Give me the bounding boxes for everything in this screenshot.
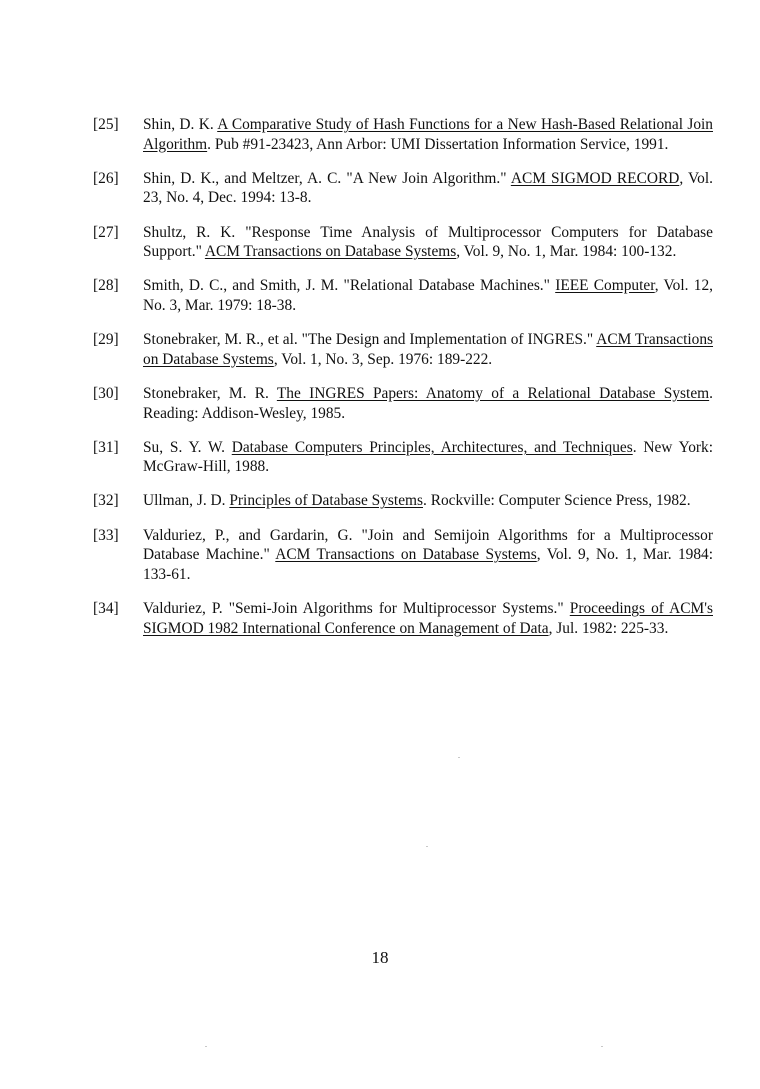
- reference-segment: Su, S. Y. W.: [143, 438, 232, 456]
- reference-title: Principles of Database Systems: [229, 492, 423, 510]
- reference-segment: Smith, D. C., and Smith, J. M. "Relational Database Machines.": [143, 277, 556, 295]
- reference-title: IEEE Computer: [555, 277, 655, 295]
- reference-number: [25]: [93, 116, 119, 133]
- reference-text: [143, 276, 713, 315]
- reference-item: [93, 276, 713, 315]
- reference-title: ACM Transactions on Database Systems: [143, 331, 714, 368]
- reference-segment: Shin, D. K.: [143, 116, 218, 133]
- reference-item: [93, 169, 713, 208]
- reference-segment: , Jul. 1982: 225-33.: [548, 619, 669, 637]
- reference-item: [93, 330, 713, 369]
- reference-number: [32]: [93, 492, 119, 510]
- reference-title: Database Computers Principles, Architectures, and Techniques: [231, 438, 633, 456]
- reference-number: [31]: [93, 438, 119, 456]
- reference-item: [93, 384, 713, 423]
- reference-number: [27]: [93, 223, 119, 241]
- reference-item: [93, 438, 713, 477]
- reference-number: [28]: [93, 277, 119, 295]
- reference-text: [143, 115, 713, 154]
- reference-item: [93, 223, 713, 262]
- reference-segment: Shin, D. K., and Meltzer, A. C. "A New Join Algorithm.": [143, 169, 511, 187]
- reference-text: [143, 438, 713, 477]
- reference-text: [143, 169, 713, 208]
- reference-title: ACM Transactions on Database Systems: [275, 546, 537, 564]
- reference-segment: , Vol. 12, No. 3, Mar. 1979: 18-38.: [143, 277, 713, 314]
- reference-number: [33]: [93, 526, 119, 544]
- reference-segment: Ullman, J. D.: [143, 492, 230, 510]
- reference-segment: . Reading: Addison-Wesley, 1985.: [143, 384, 713, 422]
- reference-segment: , Vol. 1, No. 3, Sep. 1976: 189-222.: [273, 350, 493, 368]
- reference-number: [29]: [93, 331, 119, 349]
- reference-title: ACM Transactions on Database Systems: [204, 243, 457, 261]
- reference-title: The INGRES Papers: Anatomy of a Relational Database System: [276, 384, 710, 402]
- reference-segment: Stonebraker, M. R.: [143, 384, 277, 402]
- reference-segment: Valduriez, P. "Semi-Join Algorithms for Multiprocessor Systems.": [143, 600, 570, 618]
- reference-item: [93, 115, 713, 154]
- reference-item: [93, 491, 713, 511]
- reference-text: [143, 491, 713, 511]
- reference-segment: , Vol. 9, No. 1, Mar. 1984: 100-132.: [456, 243, 677, 261]
- reference-list: [93, 115, 713, 653]
- scan-speck: [426, 846, 428, 847]
- reference-segment: , Vol. 9, No. 1, Mar. 1984: 133-61.: [143, 546, 713, 583]
- page-number: 18: [371, 948, 389, 967]
- reference-number: [34]: [93, 600, 119, 618]
- reference-title: A Comparative Study of Hash Functions for a New Hash-Based Relational Join Algorithm: [143, 116, 713, 153]
- reference-text: [143, 330, 713, 369]
- reference-segment: Shultz, R. K. "Response Time Analysis of Multiprocessor Computers for Database Support.": [143, 223, 713, 261]
- reference-item: [93, 526, 713, 585]
- reference-segment: . Rockville: Computer Science Press, 1982.: [423, 492, 691, 510]
- reference-segment: . Pub #91-23423, Ann Arbor: UMI Dissertation Information Service, 1991.: [207, 135, 669, 153]
- reference-title: Proceedings of ACM's SIGMOD 1982 International Conference on Management of Data: [143, 600, 713, 637]
- reference-number: [26]: [93, 169, 119, 187]
- scan-speck: [601, 1046, 603, 1047]
- scan-speck: [205, 1046, 207, 1047]
- reference-segment: Stonebraker, M. R., et al. "The Design and Implementation of INGRES.": [143, 331, 597, 349]
- reference-segment: , Vol. 23, No. 4, Dec. 1994: 13-8.: [143, 169, 713, 207]
- reference-text: [143, 223, 713, 262]
- reference-number: [30]: [93, 384, 119, 402]
- reference-text: [143, 526, 713, 585]
- reference-segment: . New York: McGraw-Hill, 1988.: [143, 438, 713, 476]
- scan-speck: [458, 757, 460, 758]
- reference-text: [143, 384, 713, 423]
- reference-segment: Valduriez, P., and Gardarin, G. "Join and Semijoin Algorithms for a Multiprocessor Database Machine.": [143, 526, 713, 564]
- reference-text: [143, 599, 713, 638]
- reference-title: ACM SIGMOD RECORD: [510, 169, 680, 187]
- reference-item: [93, 599, 713, 638]
